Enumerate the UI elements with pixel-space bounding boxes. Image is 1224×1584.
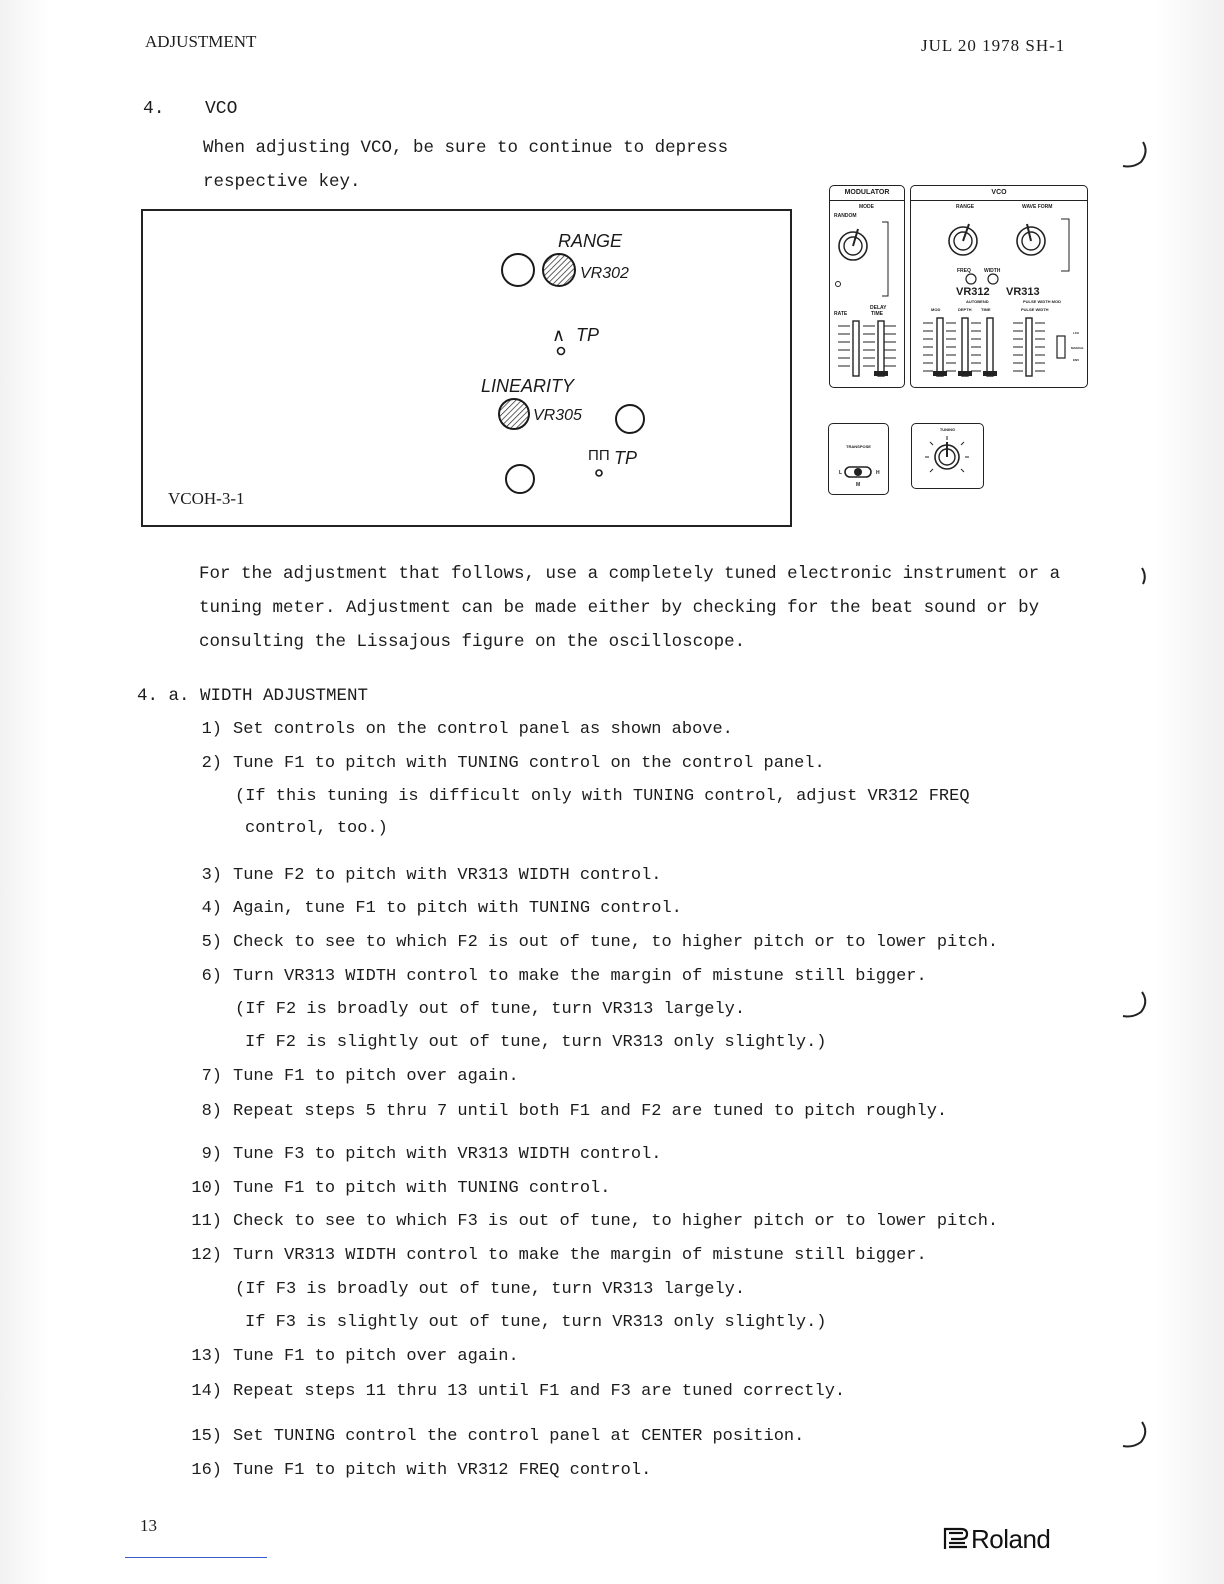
footer-rule [125,1557,267,1558]
step-number: 5) [201,933,222,952]
vco-title: VCO [991,189,1007,196]
step-text: Again, tune F1 to pitch with TUNING control. [233,899,682,918]
step-text: Check to see to which F3 is out of tune, to higher pitch or to lower pitch. [233,1212,999,1231]
step-text: Turn VR313 WIDTH control to make the margin of mistune still bigger. [233,967,927,986]
step-text: Tune F1 to pitch with TUNING control on the control panel. [233,754,825,773]
vr305-label: VR305 [533,407,582,424]
time-label: TIME [981,307,991,312]
width-label: WIDTH [984,268,1001,274]
header-section: ADJUSTMENT [145,32,257,51]
step-text: Tune F1 to pitch over again. [233,1067,519,1086]
transpose-label: TRANSPOSE [846,444,871,449]
modulator-title: MODULATOR [844,189,890,196]
section-number: 4. [143,99,165,119]
step-number: 9) [201,1145,222,1164]
step-number: 14) [191,1382,222,1401]
step-text: (If F2 is broadly out of tune, turn VR313 largely. [235,1000,746,1019]
step-text: Tune F1 to pitch with VR312 FREQ control. [233,1461,652,1480]
step-number: 12) [191,1246,222,1265]
step-text: If F2 is slightly out of tune, turn VR313 only slightly.) [245,1033,827,1052]
step-text: Repeat steps 11 thru 13 until F1 and F3 are tuned correctly. [233,1382,846,1401]
vr302-trimmer [543,254,575,286]
transpose-l: L [839,470,843,476]
intro-line-2: respective key. [203,172,361,192]
depth-label: DEPTH [958,307,972,312]
step-number: 13) [191,1347,222,1366]
vco-panel [910,185,1088,388]
pulse-width-label: PULSE WIDTH [1021,307,1049,312]
autobend-label: AUTOBEND [966,299,989,304]
modulator-panel [829,185,905,388]
pcb-drawing [141,209,792,527]
tp2-point [596,470,602,476]
delay-time-label: DELAY TIME [870,305,887,317]
step-number: 10) [191,1179,222,1198]
transpose-m: M [856,482,861,488]
step-text: Tune F3 to pitch with VR313 WIDTH control. [233,1145,662,1164]
step-number: 1) [201,720,222,739]
step-text: Check to see to which F2 is out of tune, to higher pitch or to lower pitch. [233,933,999,952]
section-title: VCO [205,99,238,119]
step-number: 7) [201,1067,222,1086]
pwm-label: PULSE WIDTH MOD [1023,299,1061,304]
header-date-model: JUL 20 1978 SH-1 [921,36,1066,55]
subsection-heading: 4. a. WIDTH ADJUSTMENT [137,686,369,706]
step-text: (If this tuning is difficult only with TUNING control, adjust VR312 FREQ [235,787,970,806]
paragraph-line-1: For the adjustment that follows, use a completely tuned electronic instrument or a [199,564,1061,584]
vr305-trimmer [499,399,529,429]
intro-line-1: When adjusting VCO, be sure to continue to depress [203,138,729,158]
step-number: 15) [191,1427,222,1446]
range-knob-label: RANGE [956,204,975,210]
step-text: (If F3 is broadly out of tune, turn VR313 largely. [235,1280,746,1299]
manual-label: MANUAL [1071,346,1084,350]
step-text: If F3 is slightly out of tune, turn VR313 only slightly.) [245,1313,827,1332]
tp2-label: TP [614,448,638,468]
brand-name: Roland [971,1524,1051,1554]
env-label: ENV [1073,358,1080,362]
step-number: 6) [201,967,222,986]
step-text: Set controls on the control panel as shown above. [233,720,733,739]
tp1-label: TP [576,325,600,345]
transpose-h: H [876,470,880,476]
pad-right [616,405,644,433]
freq-label: FREQ [957,268,971,274]
step-text: Repeat steps 5 thru 7 until both F1 and F2 are tuned to pitch roughly. [233,1102,948,1121]
transpose-panel [828,423,889,495]
tuning-panel [911,423,984,489]
board-id: VCOH-3-1 [168,489,245,508]
tp1-symbol: ∧ [552,325,566,345]
vco-drawing [911,186,1087,387]
pcb-diagram [141,209,792,527]
mod-label: MOD [931,307,941,312]
transpose-switch [829,424,888,494]
step-number: 11) [191,1212,222,1231]
step-number: 16) [191,1461,222,1480]
step-text: Set TUNING control the control panel at CENTER position. [233,1427,805,1446]
rate-label: RATE [834,311,848,317]
step-text: control, too.) [245,819,388,838]
pad-bottom [506,465,534,493]
binder-marks [1115,0,1155,1584]
step-text: Tune F1 to pitch with TUNING control. [233,1179,611,1198]
vr302-label: VR302 [580,265,629,282]
vr312-label: VR312 [956,286,990,298]
tuning-knob [912,424,983,488]
vr313-label: VR313 [1006,286,1040,298]
tp-pad-range [502,254,534,286]
mode-label: MODE [859,204,874,210]
scan-shadow-left [0,0,50,1584]
paragraph-line-3: consulting the Lissajous figure on the oscilloscope. [199,632,746,652]
tp1-point [558,348,565,355]
lfo-label: LFO [1073,331,1079,335]
step-text: Tune F2 to pitch with VR313 WIDTH control. [233,866,662,885]
tuning-label: TUNING [939,427,956,432]
waveform-knob-label: WAVE FORM [1022,204,1053,210]
random-label: RANDOM [834,213,857,219]
range-label: RANGE [558,231,623,251]
roland-r-mark-icon [943,1527,969,1551]
paragraph-line-2: tuning meter. Adjustment can be made either by checking for the beat sound or by [199,598,1040,618]
step-text: Turn VR313 WIDTH control to make the margin of mistune still bigger. [233,1246,927,1265]
step-number: 2) [201,754,222,773]
step-number: 4) [201,899,222,918]
step-number: 3) [201,866,222,885]
page-number: 13 [140,1516,157,1535]
linearity-label: LINEARITY [481,376,575,396]
step-number: 8) [201,1102,222,1121]
scan-shadow-right [1154,0,1224,1584]
step-text: Tune F1 to pitch over again. [233,1347,519,1366]
modulator-drawing [830,186,904,387]
tp2-symbol: ΠΠ [588,447,610,464]
